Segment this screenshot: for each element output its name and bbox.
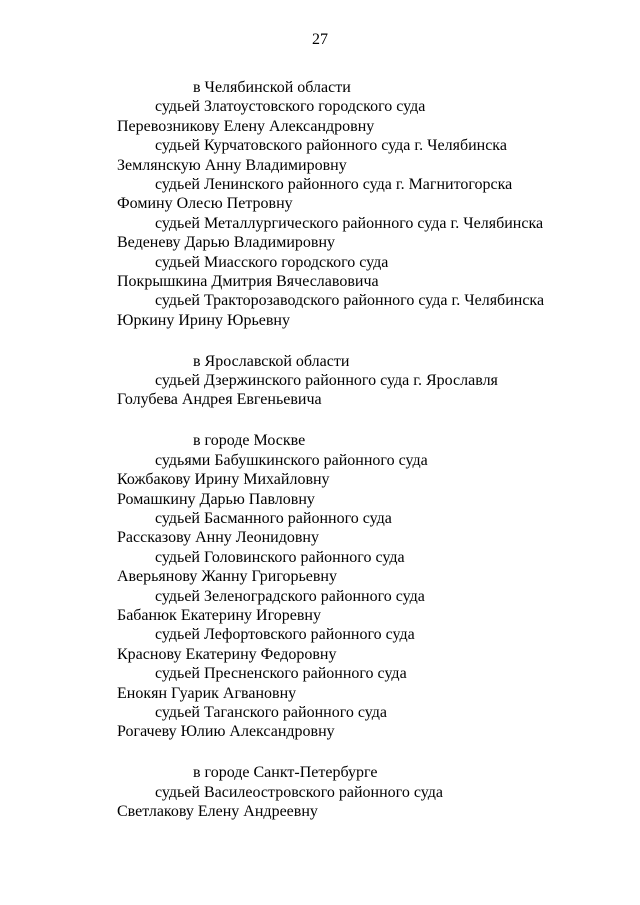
court-name: судьей Зеленоградского районного суда (155, 587, 425, 605)
court-name: судьей Василеостровского районного суда (155, 783, 443, 801)
judge-name: Перевозникову Елену Александровну (117, 117, 375, 135)
court-name: судьей Курчатовского районного суда г. Челябинска (155, 137, 507, 155)
appointments-list (117, 78, 617, 843)
judge-name: Бабанюк Екатерину Игоревну (117, 606, 321, 624)
court-name: судьей Ленинского районного суда г. Магнитогорска (155, 175, 513, 193)
judge-name: Краснову Екатерину Федоровну (117, 645, 337, 663)
judge-name: Аверьянову Жанну Григорьевну (117, 568, 337, 586)
judge-name: Кожбакову Ирину Михайловну (117, 471, 330, 489)
court-name: судьей Миасского городского суда (155, 253, 389, 271)
page-number: 27 (312, 31, 328, 48)
judge-name: Рассказову Анну Леонидовну (117, 529, 319, 547)
judge-name: Голубева Андрея Евгеньевича (117, 391, 322, 409)
court-name: судьей Металлургического районного суда г. Челябинска (155, 214, 544, 232)
court-name: судьей Таганского районного суда (155, 703, 387, 721)
region-section-yaroslavl (117, 352, 617, 410)
judge-name: Юркину Ирину Юрьевну (117, 311, 290, 329)
region-heading: в Ярославской области (193, 352, 350, 370)
judge-name: Ромашкину Дарью Павловну (117, 490, 315, 508)
court-name: судьями Бабушкинского районного суда (155, 451, 428, 469)
judge-name: Веденеву Дарью Владимировну (117, 234, 336, 252)
judge-name: Енокян Гуарик Агвановну (117, 684, 297, 702)
court-name: судьей Пресненского районного суда (155, 665, 407, 683)
judge-name: Землянскую Анну Владимировну (117, 156, 347, 174)
judge-name: Покрышкина Дмитрия Вячеславовича (117, 272, 379, 290)
region-heading: в городе Москве (193, 432, 306, 450)
region-heading: в городе Санкт-Петербурге (193, 764, 378, 782)
court-name: судьей Златоустовского городского суда (155, 98, 426, 116)
court-name: судьей Басманного районного суда (155, 510, 392, 527)
court-name: судьей Лефортовского районного суда (155, 626, 415, 644)
judge-name: Светлакову Елену Андреевну (117, 803, 318, 821)
region-section-chelyabinsk (117, 78, 617, 330)
judge-name: Рогачеву Юлию Александровну (117, 723, 335, 741)
court-name: судьей Тракторозаводского районного суда г. Челябинска (155, 292, 545, 310)
region-heading: в Челябинской области (193, 79, 351, 96)
region-section-spb (117, 763, 617, 821)
court-name: судьей Дзержинского районного суда г. Ярославля (155, 372, 498, 390)
judge-name: Фомину Олесю Петровну (117, 195, 293, 213)
court-name: судьей Головинского районного суда (155, 548, 405, 566)
region-section-moscow (117, 431, 617, 741)
